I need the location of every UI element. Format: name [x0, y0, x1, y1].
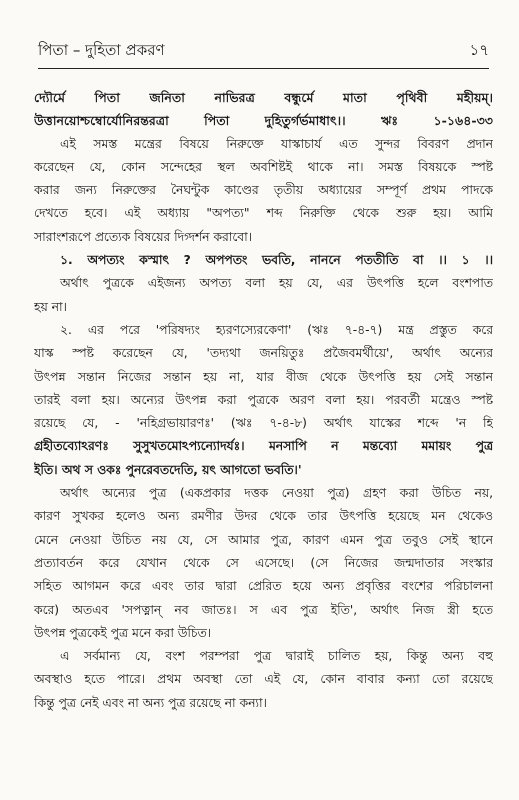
verse-line: উত্তানয়োশ্চম্বোর্যোনিরন্তরত্রা পিতা দুহিতুর্গর্ভমাধাৎ।। ঋঃ ১-১৬৪-৩৩ [34, 113, 493, 129]
paragraph-line: করে) অতএব 'সপত্নান্ নব জাতঃ। স এব পুত্র ইতি', অর্থাৎ নিজ স্ত্রী হতে [34, 602, 493, 617]
page-number: ১৭ [469, 40, 489, 59]
quote-line: গ্রহীতব্যোঽরণঃ সুসুখতমোঽপ্যন্যোদর্যঃ। মনসাপি ন মন্তব্যো মমায়ং পুত্র [34, 439, 493, 454]
numbered-quote: ১. অপত্যং কস্মাৎ ? অপপতং ভবতি, নাননে পততীতি বা ।। ১ ।। [60, 253, 493, 268]
paragraph-line: করেছেন যে, কোন সন্দেহের স্থল অবশিষ্টই থাকে না। সমস্ত বিষয়কে স্পষ্ট [34, 159, 493, 174]
paragraph-line: এ সর্বমান্য যে, বংশ পরম্পরা পুত্র দ্বারাই চালিত হয়, কিন্তু অন্য বহু [60, 649, 493, 664]
paragraph-line: তারই বলা হয়। অন্যের উৎপন্ন করা পুত্রকে অরণ বলা হয়। পরবর্তী মন্ত্রেও স্পষ্ট [34, 392, 493, 407]
paragraph-line: দেখতে হবে। এই অধ্যায় "অপত্য" শব্দ নিরুক্তি থেকে শুরু হয়। আমি [34, 206, 493, 221]
paragraph-line: ২. এর পরে 'পরিষদ্যং হ্যরণস্যেরকেণা' (ঋঃ ৭-৪-৭) মন্ত্র প্রস্তুত করে [60, 322, 493, 337]
paragraph-line: করার জন্য নিরুক্তের নৈঘন্টুক কাণ্ডের তৃতীয় অধ্যায়ের সম্পূর্ণ প্রথম পাদকে [34, 183, 493, 198]
paragraph-line: উৎপন্ন পুত্রকেই পুত্র মনে করা উচিত। [34, 625, 212, 640]
paragraph-line: উৎপন্ন সন্তান নিজের সন্তান হয় না, যার বীজ থেকে উৎপত্তি হয় সেই সন্তান [34, 369, 493, 384]
chapter-title: পিতা – দুহিতা প্রকরণ [38, 40, 165, 59]
running-header [38, 34, 489, 69]
paragraph-line: রয়েছে যে, - 'নহিগ্রভায়ারণঃ' (ঋঃ ৭-৪-৮) অর্থাৎ যাস্কের শব্দে 'ন হি [34, 416, 493, 431]
paragraph-line: যাস্ক স্পষ্ট করেছেন যে, 'তদ্যথা জনয়িতুঃ প্রজৈবমর্থীয়ে', অর্থাৎ অন্যের [34, 346, 493, 361]
paragraph-line: এই সমস্ত মন্ত্রের বিষয়ে নিরুক্তে যাস্কাচার্য এত সুন্দর বিবরণ প্রদান [60, 136, 493, 151]
paragraph-line: অবস্থাও হতে পারে। প্রথম অবস্থা তো এই যে, কোন বাবার কন্যা তো রয়েছে [34, 672, 493, 687]
verse-line: দ্যৌর্মে পিতা জনিতা নাভিরত্র বন্ধুর্মে মাতা পৃথিবী মহীয়ম্। [34, 90, 493, 105]
paragraph-line: মেনে নেওয়া উচিত নয় যে, সে আমার পুত্র, কারণ এমন পুত্র তবুও সেই স্থানে [34, 532, 493, 547]
paragraph-line: অর্থাৎ অন্যের পুত্র (একপ্রকার দত্তক নেওয়া পুত্র) গ্রহণ করা উচিত নয়, [60, 486, 493, 501]
paragraph-line: প্রত্যাবর্তন করে যেখান থেকে সে এসেছে। (সে নিজের জন্মদাতার সংস্কার [34, 555, 493, 570]
paragraph-line: হয় না। [34, 299, 67, 314]
paragraph-line: সহিত আগমন করে এবং তার দ্বারা প্রেরিত হয়ে অন্য প্রবৃত্তির বংশের পরিচালনা [34, 579, 493, 594]
paragraph-line: সারাংশরূপে প্রত্যেক বিষয়ের দিগ্দর্শন করাবো। [34, 229, 253, 244]
paragraph-line: কিন্তু পুত্র নেই এবং না অন্য পুত্র রয়েছে না কন্যা। [34, 695, 267, 710]
paragraph-line: অর্থাৎ পুত্রকে এইজন্য অপত্য বলা হয় যে, এর উৎপত্তি হলে বংশপাত [60, 276, 493, 291]
quote-line: ইতি। অথ স ওকঃ পুনরেবতদেতি, য়ৎ আগতো ভবতি।' [34, 462, 302, 477]
body-text [34, 86, 493, 715]
paragraph-line: কারণ সুখকর হলেও অন্য রমণীর উদর থেকে তার উৎপত্তি হয়েছে মন থেকেও [34, 509, 493, 524]
